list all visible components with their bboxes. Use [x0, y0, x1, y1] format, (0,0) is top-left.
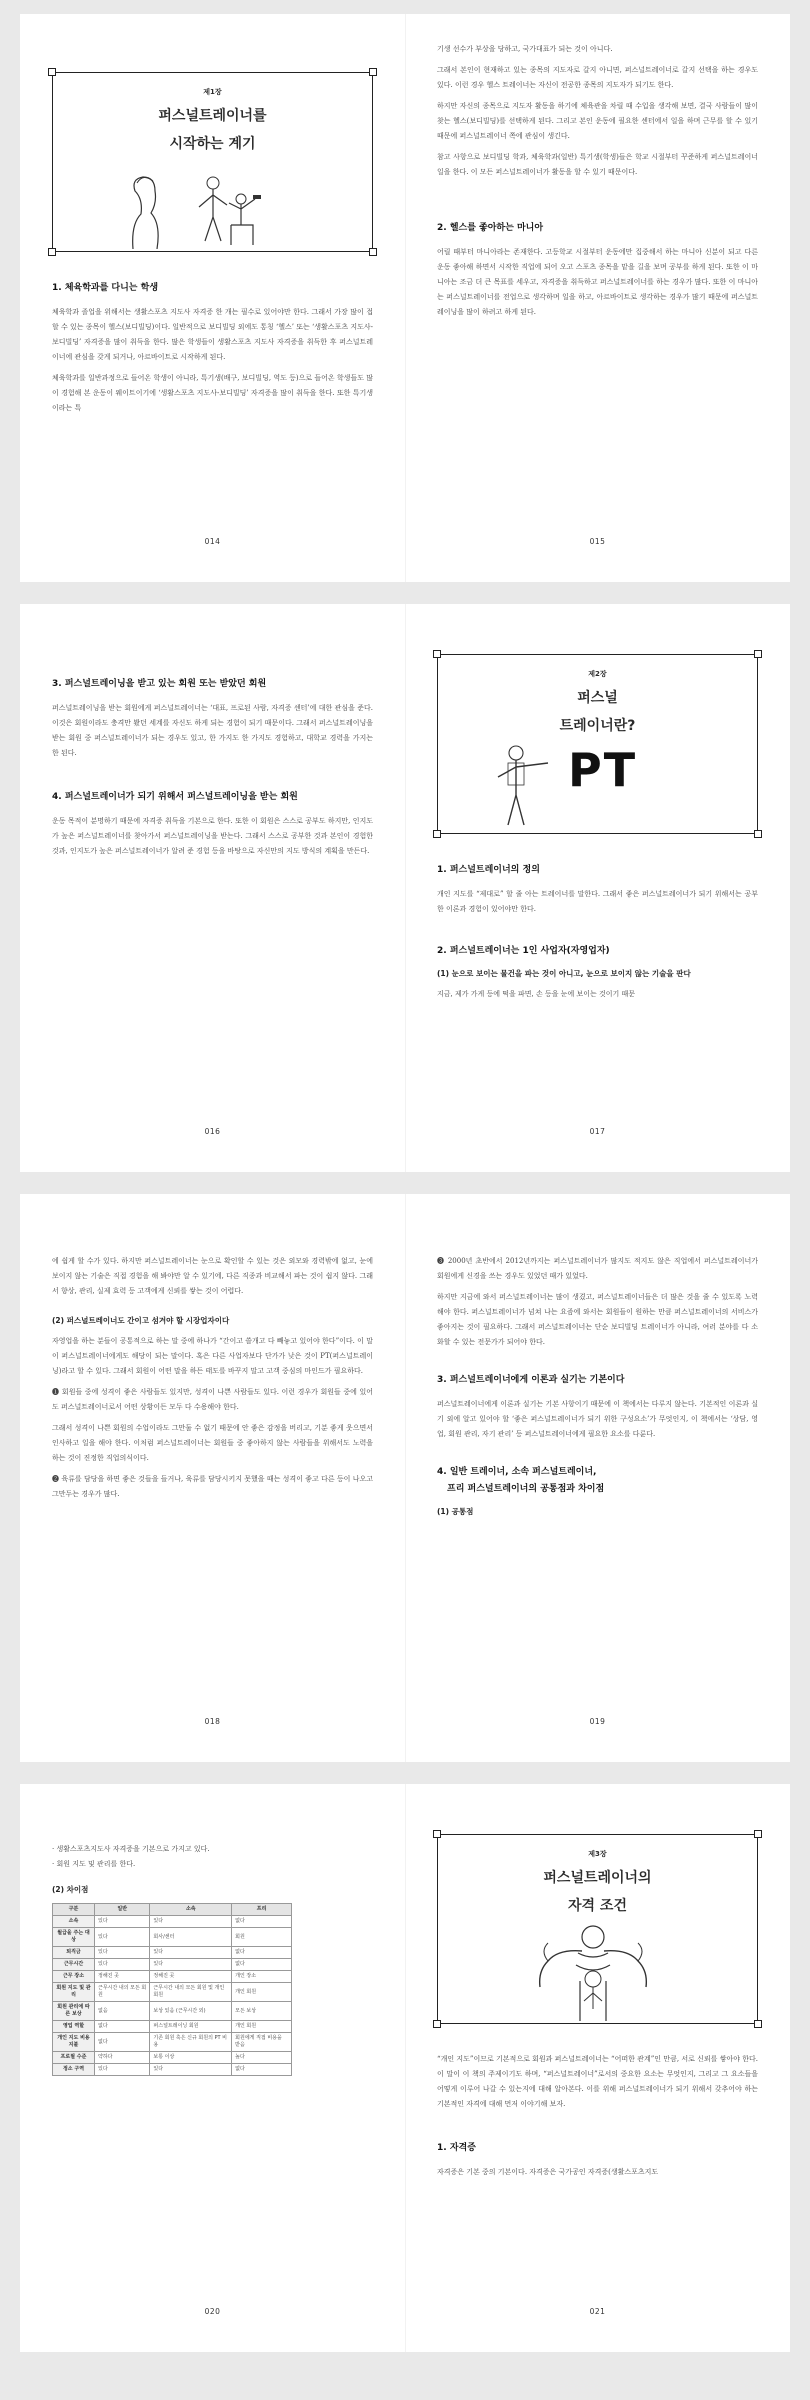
section-heading-3: 3. 퍼스널트레이닝을 받고 있는 회원 또는 받았던 회원 — [52, 679, 267, 689]
page-number: 021 — [589, 2307, 606, 2316]
spread-016-017 — [20, 604, 790, 1172]
table-header-cell: 일반 — [95, 1904, 150, 1916]
pt-large-text: PT — [568, 743, 638, 797]
body-paragraph: 체육학과를 일반과정으로 들어온 학생이 아니라, 특기생(배구, 보디빌딩, 역도 등)으로 들어온 학생들도 많이 경험해 본 운동이 웨이트이기에 ‘생활스포츠 지도사-보디빌딩’ 자격증을 많이 취득을 한다. 또한 특기생이라는 특 — [52, 374, 373, 412]
table-cell: 없다 — [232, 1959, 292, 1971]
table-cell: 정해진 곳 — [150, 1971, 232, 1983]
subsection-heading: (1) 눈으로 보이는 물건을 파는 것이 아니고, 눈으로 보이지 않는 기술을 판다 — [437, 969, 691, 978]
page-021 — [405, 1784, 790, 2352]
section-heading-4: 4. 퍼스널트레이너가 되기 위해서 퍼스널트레이닝을 받는 회원 — [52, 792, 298, 802]
chapter-title-line1: 퍼스널 — [577, 690, 618, 706]
bullet-item: · 회원 지도 및 관리를 한다. — [52, 1860, 136, 1868]
body-paragraph: 참고 사항으로 보디빌딩 학과, 체육학과(일반) 특기생(학생)들은 학교 시절부터 꾸준하게 퍼스널트레이너 일을 한다. 이 모든 퍼스널트레이너가 활동을 할 수 있기 때문이다. — [437, 153, 758, 176]
frame-corner — [433, 1830, 441, 1838]
frame-corner — [433, 650, 441, 658]
table-row-header: 월급을 주는 대상 — [53, 1928, 95, 1947]
table-row-header: 퇴직금 — [53, 1947, 95, 1959]
frame-corner — [433, 830, 441, 838]
page-number: 018 — [204, 1717, 221, 1726]
comparison-table — [52, 1903, 292, 2076]
frame-corner — [754, 1830, 762, 1838]
table-cell: 있다 — [150, 2064, 232, 2076]
spread-014-015 — [20, 14, 790, 582]
table-row — [53, 1983, 292, 2002]
table-header-cell: 구분 — [53, 1904, 95, 1916]
body-paragraph: 자영업을 하는 분들이 공통적으로 하는 말 중에 하나가 “간이고 쓸개고 다 빼놓고 있어야 한다”이다. 이 말이 퍼스널트레이너에게도 해당이 되는 말이다. 혹은 다른 사업자보다 단가가 낮은 것이 PT(퍼스널트레이닝)라고 할 수 있다. 그래서 회원이 어떤 말을 하든 태도를 바꾸지 말고 고객 중심의 마인드가 필요하다. — [52, 1337, 373, 1375]
table-row — [53, 2052, 292, 2064]
page-number: 020 — [204, 2307, 221, 2316]
frame-corner — [433, 2020, 441, 2028]
page-018 — [20, 1194, 405, 1762]
page-016 — [20, 604, 405, 1172]
table-row-header: 회원 지도 및 관리 — [53, 1983, 95, 2002]
pointing-trainer-illustration — [486, 739, 556, 829]
frame-corner — [369, 68, 377, 76]
body-paragraph: 그래서 본인이 현재하고 있는 종목의 지도자로 갈지 아니면, 퍼스널트레이너로 갈지 선택을 하는 경우도 있다. 이런 경우 헬스 트레이너는 자신이 전공한 종목의 지도자가 되기도 한다. — [437, 66, 758, 89]
table-cell: 없다 — [232, 1916, 292, 1928]
body-paragraph: 기생 선수가 부상을 당하고, 국가대표가 되는 것이 아니다. — [437, 45, 613, 53]
subsection-heading: (2) 퍼스널트레이너도 간이고 섬겨야 할 시장업자이다 — [52, 1316, 230, 1325]
body-paragraph: 어릴 때부터 마니아라는 존재한다. 고등학교 시절부터 운동에만 집중해서 하는 마니아 신분이 되고 다른 운동 좋아해 하면서 시작한 직업에 되어 오고 스포츠 종목을 맡을 길을 보며 공부를 하게 된다. 또한 이 마니아는 조금 더 큰 목표를 세우고, 자격증을 취득하고 퍼스널트레이너를 하는 경우가 많다. 또한 이 마니아는 퍼스널트레이너를 전업으로 생각하며 일을 하고, 아르바이트로 생각하는 경우가 많기 때문에 퍼스널트레이닝을 많이 하려고 하게 된다. — [437, 248, 758, 316]
table-cell: 있다 — [95, 1959, 150, 1971]
section-heading-2: 2. 퍼스널트레이너는 1인 사업자(자영업자) — [437, 946, 610, 956]
table-cell: 있다 — [95, 1928, 150, 1947]
table-cell: 모든 보상 — [232, 2002, 292, 2021]
section-heading-4-line2: 프리 퍼스널트레이너의 공통점과 차이점 — [447, 1484, 605, 1494]
table-cell: 개인 회원 — [232, 1983, 292, 2002]
table-row — [53, 1971, 292, 1983]
body-paragraph: 하지만 자신의 종목으로 지도자 활동을 하기에 체육관을 차릴 때 수입을 생각해 보면, 결국 사람들이 많이 찾는 헬스(보디빌딩)를 선택하게 된다. 그리고 본인 운동에 필요한 센터에서 일을 하며 근무를 할 수 있기 때문에 퍼스널트레이너 쪽에 관심이 생긴다. — [437, 102, 758, 140]
table-row-header: 회원 관리에 따른 보상 — [53, 2002, 95, 2021]
body-paragraph: ❸ 2000년 초반에서 2012년까지는 퍼스널트레이너가 많지도 적지도 않은 직업에서 퍼스널트레이너가 회원에게 신경을 쓰는 경우도 있었던 때가 있었다. — [437, 1257, 758, 1280]
table-cell: 있다 — [150, 1916, 232, 1928]
chapter-number: 제2장 — [588, 670, 607, 678]
table-cell: 없다 — [232, 1947, 292, 1959]
page-number: 014 — [204, 537, 221, 546]
section-heading-1: 1. 자격증 — [437, 2143, 476, 2153]
body-paragraph: “개인 지도”이므로 기본적으로 회원과 퍼스널트레이너는 “어떠한 관계”인 만큼, 서로 신뢰를 쌓아야 한다. 이 말이 이 책의 주제이기도 하며, “퍼스널트레이너”로서의 중요한 요소는 무엇인지, 그리고 그 요소들을 어떻게 이루어 나갈 수 있는지에 대해 알아본다. 이를 위해 퍼스널트레이너가 되기 위해서 갖추어야 하는 기본적인 자격에 대해 먼저 이야기해 보자. — [437, 2055, 758, 2108]
body-paragraph: 지금, 제가 가게 등에 떡을 파면, 손 등을 눈에 보이는 것이기 때문 — [437, 990, 635, 998]
chapter-title-line2: 자격 조건 — [568, 1898, 627, 1914]
body-paragraph: ❷ 육류를 담당을 하면 좋은 것들을 들거나, 육류를 담당시키지 못했을 때는 성격이 좋고 다른 등이 나오고 그만두는 경우가 많다. — [52, 1475, 373, 1498]
table-row — [53, 1959, 292, 1971]
table-cell: 약하다 — [95, 2052, 150, 2064]
table-row-header: 정소 구역 — [53, 2064, 95, 2076]
table-cell: 있다 — [95, 1916, 150, 1928]
table-cell: 퍼스널트레이닝 회원 — [150, 2021, 232, 2033]
page-number: 015 — [589, 537, 606, 546]
table-header-cell: 소속 — [150, 1904, 232, 1916]
table-cell: 회원 — [232, 1928, 292, 1947]
body-paragraph: 에 쉽게 할 수가 있다. 하지만 퍼스널트레이너는 눈으로 확인할 수 있는 것은 외모와 경력밖에 없고, 눈에 보이지 않는 기술은 직접 경험을 해 봐야만 알 수 있기에, 다른 직종과 비교해서 파는 것이 쉽지 않다. 그래서 향상, 관리, 실제 효력 등 고객에게 신뢰를 쌓는 것이 어렵다. — [52, 1257, 373, 1295]
table-header-row — [53, 1904, 292, 1916]
body-paragraph: ❶ 회원들 중에 성격이 좋은 사람들도 있지만, 성격이 나쁜 사람들도 있다. 이런 경우가 회원들 중에 있어도 퍼스널트레이너로서 어떤 상황이든 모두 다 수용해야 한다. — [52, 1388, 373, 1411]
page-number: 019 — [589, 1717, 606, 1726]
table-row-header: 근무 장소 — [53, 1971, 95, 1983]
table-cell: 없음 — [95, 2002, 150, 2021]
frame-corner — [48, 68, 56, 76]
frame-corner — [754, 2020, 762, 2028]
table-cell: 있다 — [95, 1947, 150, 1959]
table-cell: 개인 회원 — [232, 2021, 292, 2033]
section-heading-4-line1: 4. 일반 트레이너, 소속 퍼스널트레이너, — [437, 1467, 597, 1477]
page-number: 016 — [204, 1127, 221, 1136]
page-015 — [405, 14, 790, 582]
table-row-header: 개인 지도 비용 지불 — [53, 2033, 95, 2052]
chapter-title-line1: 퍼스널트레이너의 — [543, 1870, 652, 1886]
page-020 — [20, 1784, 405, 2352]
table-header-cell: 프리 — [232, 1904, 292, 1916]
table-cell: 기존 회원 혹은 신규 회원의 PT 비용 — [150, 2033, 232, 2052]
gym-trainer-illustration — [113, 169, 273, 249]
table-cell: 회사/센터 — [150, 1928, 232, 1947]
table-cell: 있다 — [150, 1959, 232, 1971]
table-row — [53, 1916, 292, 1928]
table-row — [53, 2021, 292, 2033]
frame-corner — [754, 830, 762, 838]
table-cell: 보상 있음 (근무시간 외) — [150, 2002, 232, 2021]
table-row — [53, 1947, 292, 1959]
table-row-header: 프로필 수준 — [53, 2052, 95, 2064]
body-paragraph: 운동 목적이 분명하기 때문에 자격증 취득을 기본으로 한다. 또한 이 회원은 스스로 공부도 하지만, 인지도가 높은 퍼스널트레이너를 찾아가서 퍼스널트레이닝을 받는다. 그래서 스스로 공부한 것과 본인이 경험한 것과, 인지도가 높은 퍼스널트레이너가 알려 준 경험 등을 바탕으로 자신만의 지도 방식의 계획을 만든다. — [52, 817, 373, 855]
table-cell: 없다 — [232, 2064, 292, 2076]
chapter-title-line2: 트레이너란? — [559, 718, 636, 734]
page-019 — [405, 1194, 790, 1762]
chapter-3-title-box — [437, 1834, 758, 2024]
table-row — [53, 1928, 292, 1947]
table-cell: 없다 — [95, 2021, 150, 2033]
muscle-man-illustration — [518, 1921, 668, 2021]
body-paragraph: 하지만 지금에 와서 퍼스널트레이너는 많이 생겼고, 퍼스널트레이너들은 더 많은 것을 줄 수 있도록 노력해야 한다. 퍼스널트레이너가 넘쳐 나는 요즘에 와서는 회원들이 원하는 만큼 퍼스널트레이너의 서비스가 좋아지는 것이 필요하다. 그래서 퍼스널트레이너는 단순 보디빌딩 트레이너가 아니라, 여러 분야를 다 소화할 수 있는 전문가가 되어야 한다. — [437, 1293, 758, 1346]
chapter-title-line2: 시작하는 계기 — [169, 136, 256, 152]
bullet-item: · 생활스포츠지도사 자격증을 기본으로 가지고 있다. — [52, 1845, 210, 1853]
chapter-1-title-box — [52, 72, 373, 252]
page-014 — [20, 14, 405, 582]
table-row-header: 소속 — [53, 1916, 95, 1928]
table-cell: 있다 — [95, 2064, 150, 2076]
frame-corner — [369, 248, 377, 256]
table-cell: 회원에게 직접 비용을 받음 — [232, 2033, 292, 2052]
table-cell: 없다 — [95, 2033, 150, 2052]
table-row — [53, 2064, 292, 2076]
table-cell: 개인 장소 — [232, 1971, 292, 1983]
section-heading-2: 2. 헬스를 좋아하는 마니아 — [437, 223, 544, 233]
chapter-2-title-box — [437, 654, 758, 834]
page-017 — [405, 604, 790, 1172]
table-cell: 높다 — [232, 2052, 292, 2064]
subsection-heading: (2) 차이점 — [52, 1885, 89, 1894]
body-paragraph: 퍼스널트레이너에게 이론과 실기는 기본 사항이기 때문에 이 책에서는 다루지 않는다. 기본적인 이론과 실기 외에 알고 있어야 할 ‘좋은 퍼스널트레이너가 되기 위한 구성요소’가 무엇인지, 이 책에서는 ‘상담, 영업, 회원 관리, 자기 관리’ 등 퍼스널트레이너에게 필요한 요소를 다룬다. — [437, 1400, 758, 1438]
table-row-header: 영업 역할 — [53, 2021, 95, 2033]
table-row-header: 근무시간 — [53, 1959, 95, 1971]
section-heading-1: 1. 퍼스널트레이너의 정의 — [437, 865, 540, 875]
subsection-heading: (1) 공통점 — [437, 1507, 474, 1516]
table-cell: 보통 이상 — [150, 2052, 232, 2064]
table-cell: 정해진 곳 — [95, 1971, 150, 1983]
table-cell: 근무시간 내의 모든 회원 — [95, 1983, 150, 2002]
frame-corner — [754, 650, 762, 658]
page-number: 017 — [589, 1127, 606, 1136]
section-heading-1: 1. 체육학과를 다니는 학생 — [52, 283, 159, 293]
table-row — [53, 2002, 292, 2021]
table-cell: 있다 — [150, 1947, 232, 1959]
frame-corner — [48, 248, 56, 256]
chapter-number: 제1장 — [203, 88, 222, 96]
table-cell: 근무시간 내의 모든 회원 및 개인 회원 — [150, 1983, 232, 2002]
spread-020-021 — [20, 1784, 790, 2352]
body-paragraph: 퍼스널트레이닝을 받는 회원에게 퍼스널트레이너는 ‘대표, 프로된 사람, 자격증 센터’에 대한 관심을 준다. 이것은 회원이라도 충격만 봤던 세계를 자신도 하게 되는 경험이 되기 때문이다. 그래서 퍼스널트레이닝을 받는 회원 중 퍼스널트레이너가 되는 경우도 있고, 한 가지도 한 가지도 경험하고, 대학교 경력을 가지는 한 된다. — [52, 704, 373, 757]
section-heading-3: 3. 퍼스널트레이너에게 이론과 실기는 기본이다 — [437, 1375, 625, 1385]
body-paragraph: 그래서 성격이 나쁜 회원의 수업이라도 그만둘 수 없기 때문에 안 좋은 감정을 버리고, 기분 좋게 웃으면서 인사하고 일을 해야 한다. 이처럼 퍼스널트레이너는 회원들 중 좋아하지 않는 사람들을 위해서도 노력을 하는 것이 진정한 직업의식이다. — [52, 1424, 373, 1462]
spread-018-019 — [20, 1194, 790, 1762]
table-row — [53, 2033, 292, 2052]
body-paragraph: 체육학과 졸업을 위해서는 생활스포츠 지도사 자격증 한 개는 필수로 있어야만 한다. 그래서 가장 많이 접할 수 있는 종목이 헬스(보디빌딩)이다. 일반적으로 보디빌딩 외에도 통칭 ‘헬스’ 또는 ‘생활스포츠 지도사-보디빌딩’ 자격증을 많이 취득을 한다. 많은 학생들이 생활스포츠 지도사 자격증을 취득한 후 퍼스널트레이너에 관심을 갖게 되거나, 아르바이트로 시작하게 된다. — [52, 308, 373, 361]
body-paragraph: 개인 지도를 “제대로” 할 줄 아는 트레이너를 말한다. 그래서 좋은 퍼스널트레이너가 되기 위해서는 공부한 이론과 경험이 있어야만 한다. — [437, 890, 758, 913]
chapter-title-line1: 퍼스널트레이너를 — [158, 108, 267, 124]
chapter-number: 제3장 — [588, 1850, 607, 1858]
body-paragraph: 자격증은 기본 중의 기본이다. 자격증은 국가공인 자격증(생활스포츠지도 — [437, 2168, 659, 2176]
